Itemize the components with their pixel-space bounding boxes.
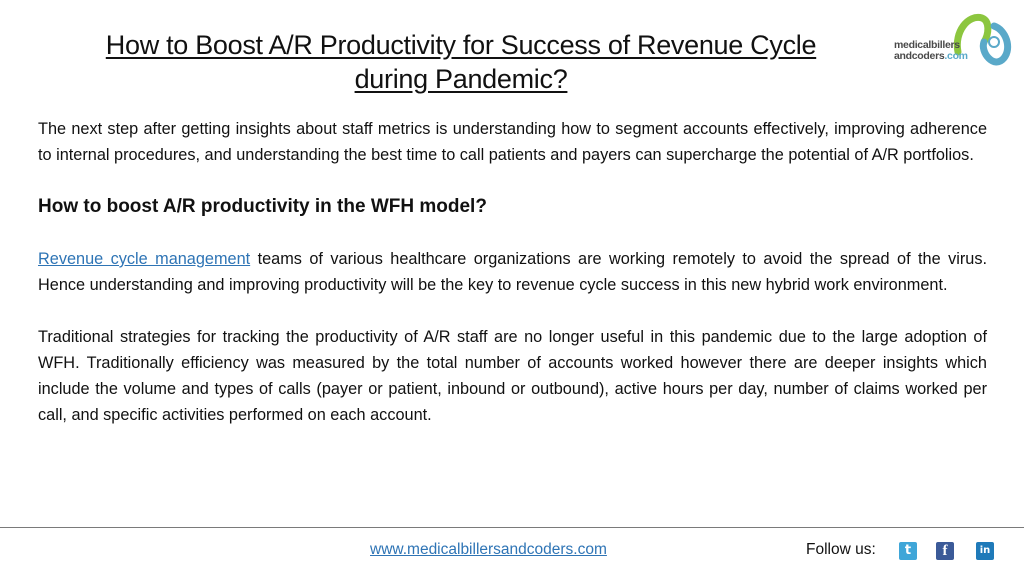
title-line-2: during Pandemic? (354, 64, 568, 94)
twitter-icon[interactable]: t (899, 542, 917, 560)
logo-wordmark (894, 40, 968, 62)
footer-divider (0, 527, 1024, 528)
paragraph-intro: The next step after getting insights about staff metrics is understanding how to segment accounts effectively, improving adherence to internal procedures, and understanding the best time to call patients and payers can supercharge the potential of A/R portfolios. (38, 120, 987, 164)
logo-text-line-2: andcoders (894, 50, 945, 62)
paragraph-rcm (38, 246, 987, 298)
article-body (38, 116, 987, 428)
paragraph-traditional: Traditional strategies for tracking the productivity of A/R staff are no longer useful in this pandemic due to the large adoption of WFH. Traditionally efficiency was measured by the total number of accounts worked however there are deeper insights which include the volume and types of calls (payer or patient, inbound or outbound), active hours per day, number of claims worked per call, and specific activities performed on each account. (38, 328, 987, 424)
follow-us-label: Follow us: (806, 541, 876, 558)
logo-text-domain: .com (944, 50, 968, 62)
page-title (40, 28, 882, 96)
website-link[interactable]: www.medicalbillersandcoders.com (370, 541, 607, 558)
linkedin-icon[interactable]: in (976, 542, 994, 560)
revenue-cycle-management-link[interactable]: Revenue cycle management (38, 250, 251, 268)
company-logo (894, 12, 1014, 72)
title-line-1: How to Boost A/R Productivity for Success of Revenue Cycle (105, 30, 817, 60)
paragraph-rcm-text: teams of various healthcare organizations are working remotely to avoid the spread of the virus. Hence understanding and improving productivity will be the key to revenue cycle success in this new hybrid work environment. (38, 250, 987, 294)
logo-text-line-1: medicalbillers (894, 39, 960, 51)
facebook-icon[interactable]: f (936, 542, 954, 560)
section-heading: How to boost A/R productivity in the WFH model? (38, 196, 487, 217)
